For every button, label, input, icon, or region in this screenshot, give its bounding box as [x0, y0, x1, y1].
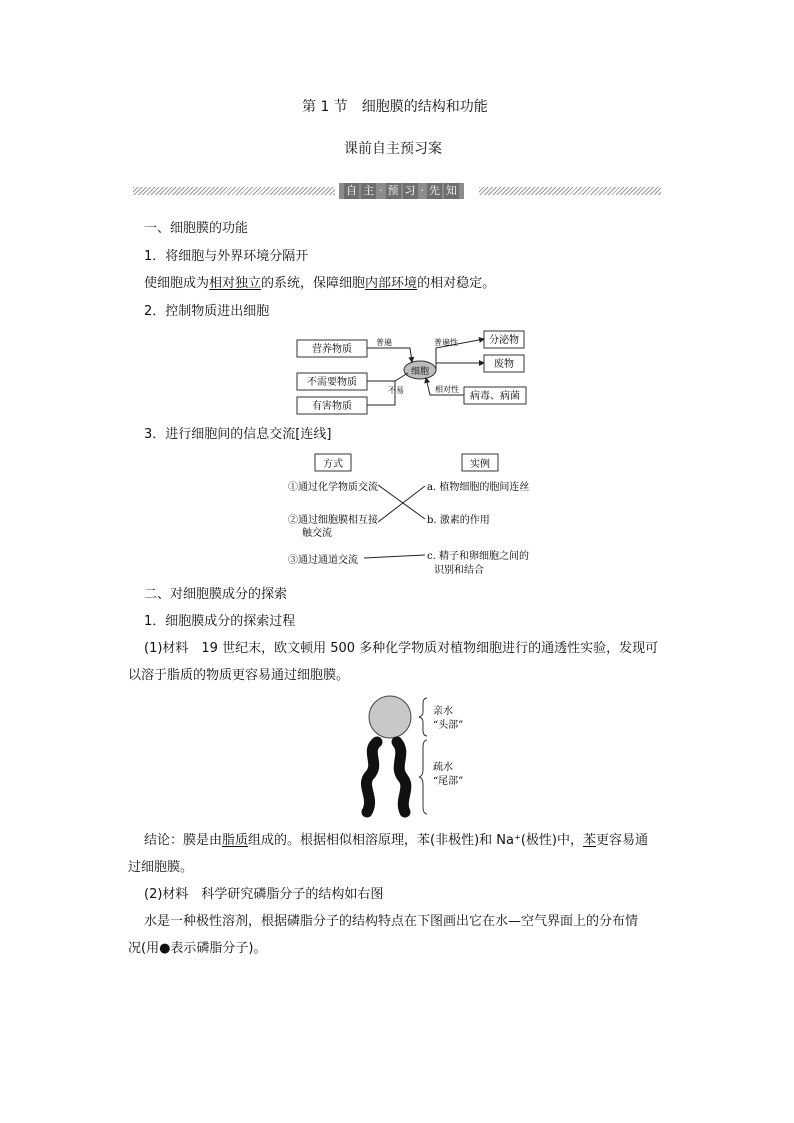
item1-label: 1．将细胞与外界环境分隔开 — [144, 249, 309, 264]
match-line — [378, 485, 425, 519]
conclusion-mid: 组成的。根据相似相溶原理，苯(非极性)和 Na⁺(极性)中， — [248, 833, 584, 848]
matching-diagram — [282, 450, 552, 578]
hydrophilic-head — [369, 696, 411, 738]
answer-blank: 相对独立 — [209, 276, 262, 291]
item1-text-pre: 使细胞成为 — [144, 276, 210, 291]
tail-label-a: 疏水 — [433, 762, 453, 773]
hydrophobic-tail — [397, 742, 406, 812]
in-bottom-label: 不易 — [388, 386, 404, 395]
brace-head — [419, 698, 427, 736]
left-bottom-label: 有害物质 — [312, 401, 352, 412]
match-right-1: a. 植物细胞的胞间连丝 — [427, 482, 530, 493]
section1-heading: 一、细胞膜的功能 — [144, 221, 249, 236]
center-label: 细胞 — [410, 367, 430, 377]
out-bottom-label: 相对性 — [435, 385, 459, 394]
out-top-label: 普遍性 — [434, 338, 458, 347]
conclusion-line2: 过细胞膜。 — [128, 860, 194, 875]
match-right-header: 实例 — [470, 459, 490, 470]
item1-text — [144, 275, 495, 293]
banner-char: 自 — [346, 184, 357, 197]
page-title: 第 1 节 细胞膜的结构和功能 — [302, 99, 488, 115]
match-right-3b: 识别和结合 — [434, 565, 484, 576]
banner-char: 知 — [446, 184, 457, 197]
item1-text-mid: 的系统，保障细胞 — [261, 276, 366, 291]
conclusion-post: 更容易通 — [596, 833, 649, 848]
left-mid-label: 不需要物质 — [307, 377, 357, 388]
match-left-header: 方式 — [323, 459, 343, 470]
material2-line2: 水是一种极性溶剂，根据磷脂分子的结构特点在下图画出它在水—空气界面上的分布情 — [144, 914, 639, 929]
item3-label: 3．进行细胞间的信息交流[连线] — [144, 427, 332, 442]
tail-label-b: “尾部” — [433, 776, 464, 787]
section2-item1-label: 1．细胞膜成分的探索过程 — [144, 614, 296, 629]
match-left-2b: 触交流 — [302, 528, 332, 539]
section2-heading: 二、对细胞膜成分的探索 — [144, 587, 288, 602]
material1-line1: (1)材料 19 世纪末，欧文顿用 500 多种化学物质对植物细胞进行的通透性实验，发现可 — [144, 641, 659, 656]
brace-tail — [419, 740, 427, 814]
answer-blank: 内部环境 — [365, 276, 418, 291]
right-bottom-label: 病毒、病菌 — [470, 391, 520, 402]
match-left-1: ①通过化学物质交流 — [288, 482, 378, 493]
page-subtitle: 课前自主预习案 — [344, 141, 442, 157]
conclusion-pre: 结论：膜是由 — [144, 833, 223, 848]
banner-char: 先 — [429, 184, 440, 197]
head-label-b: “头部” — [433, 720, 464, 731]
left-top-label: 营养物质 — [312, 344, 352, 355]
match-line — [378, 486, 425, 522]
material2-line1: (2)材料 科学研究磷脂分子的结构如右图 — [144, 887, 384, 902]
match-line — [364, 555, 425, 558]
right-mid-label: 废物 — [494, 359, 514, 370]
banner-label: 自 主 · 预 习 · 先 知 — [339, 183, 464, 199]
banner-char: 预 — [387, 184, 399, 197]
item1-text-post: 的相对稳定。 — [417, 276, 496, 291]
in-top-label: 普遍 — [376, 338, 392, 347]
hydrophobic-tail — [366, 742, 377, 812]
phospholipid-figure — [355, 690, 485, 820]
conclusion-line1 — [144, 832, 648, 850]
material2-line3: 况(用●表示磷脂分子)。 — [128, 941, 267, 956]
section-banner — [133, 183, 661, 199]
match-left-3: ③通过通道交流 — [288, 555, 358, 566]
answer-blank: 脂质 — [222, 833, 249, 848]
banner-hatch-left — [133, 187, 335, 195]
banner-char: 主 — [363, 184, 374, 197]
match-right-3a: c. 精子和卵细胞之间的 — [427, 551, 529, 562]
material1-line2: 以溶于脂质的物质更容易通过细胞膜。 — [128, 668, 350, 683]
answer-blank: 苯 — [583, 833, 597, 848]
match-right-2: b. 激素的作用 — [427, 515, 490, 526]
head-label-a: 亲水 — [433, 706, 453, 717]
banner-hatch-right — [479, 187, 661, 195]
match-left-2a: ②通过细胞膜相互接 — [288, 515, 378, 526]
item2-label: 2．控制物质进出细胞 — [144, 304, 270, 319]
transport-diagram — [290, 326, 530, 418]
banner-char: 习 — [404, 184, 416, 197]
right-top-label: 分泌物 — [489, 335, 519, 346]
